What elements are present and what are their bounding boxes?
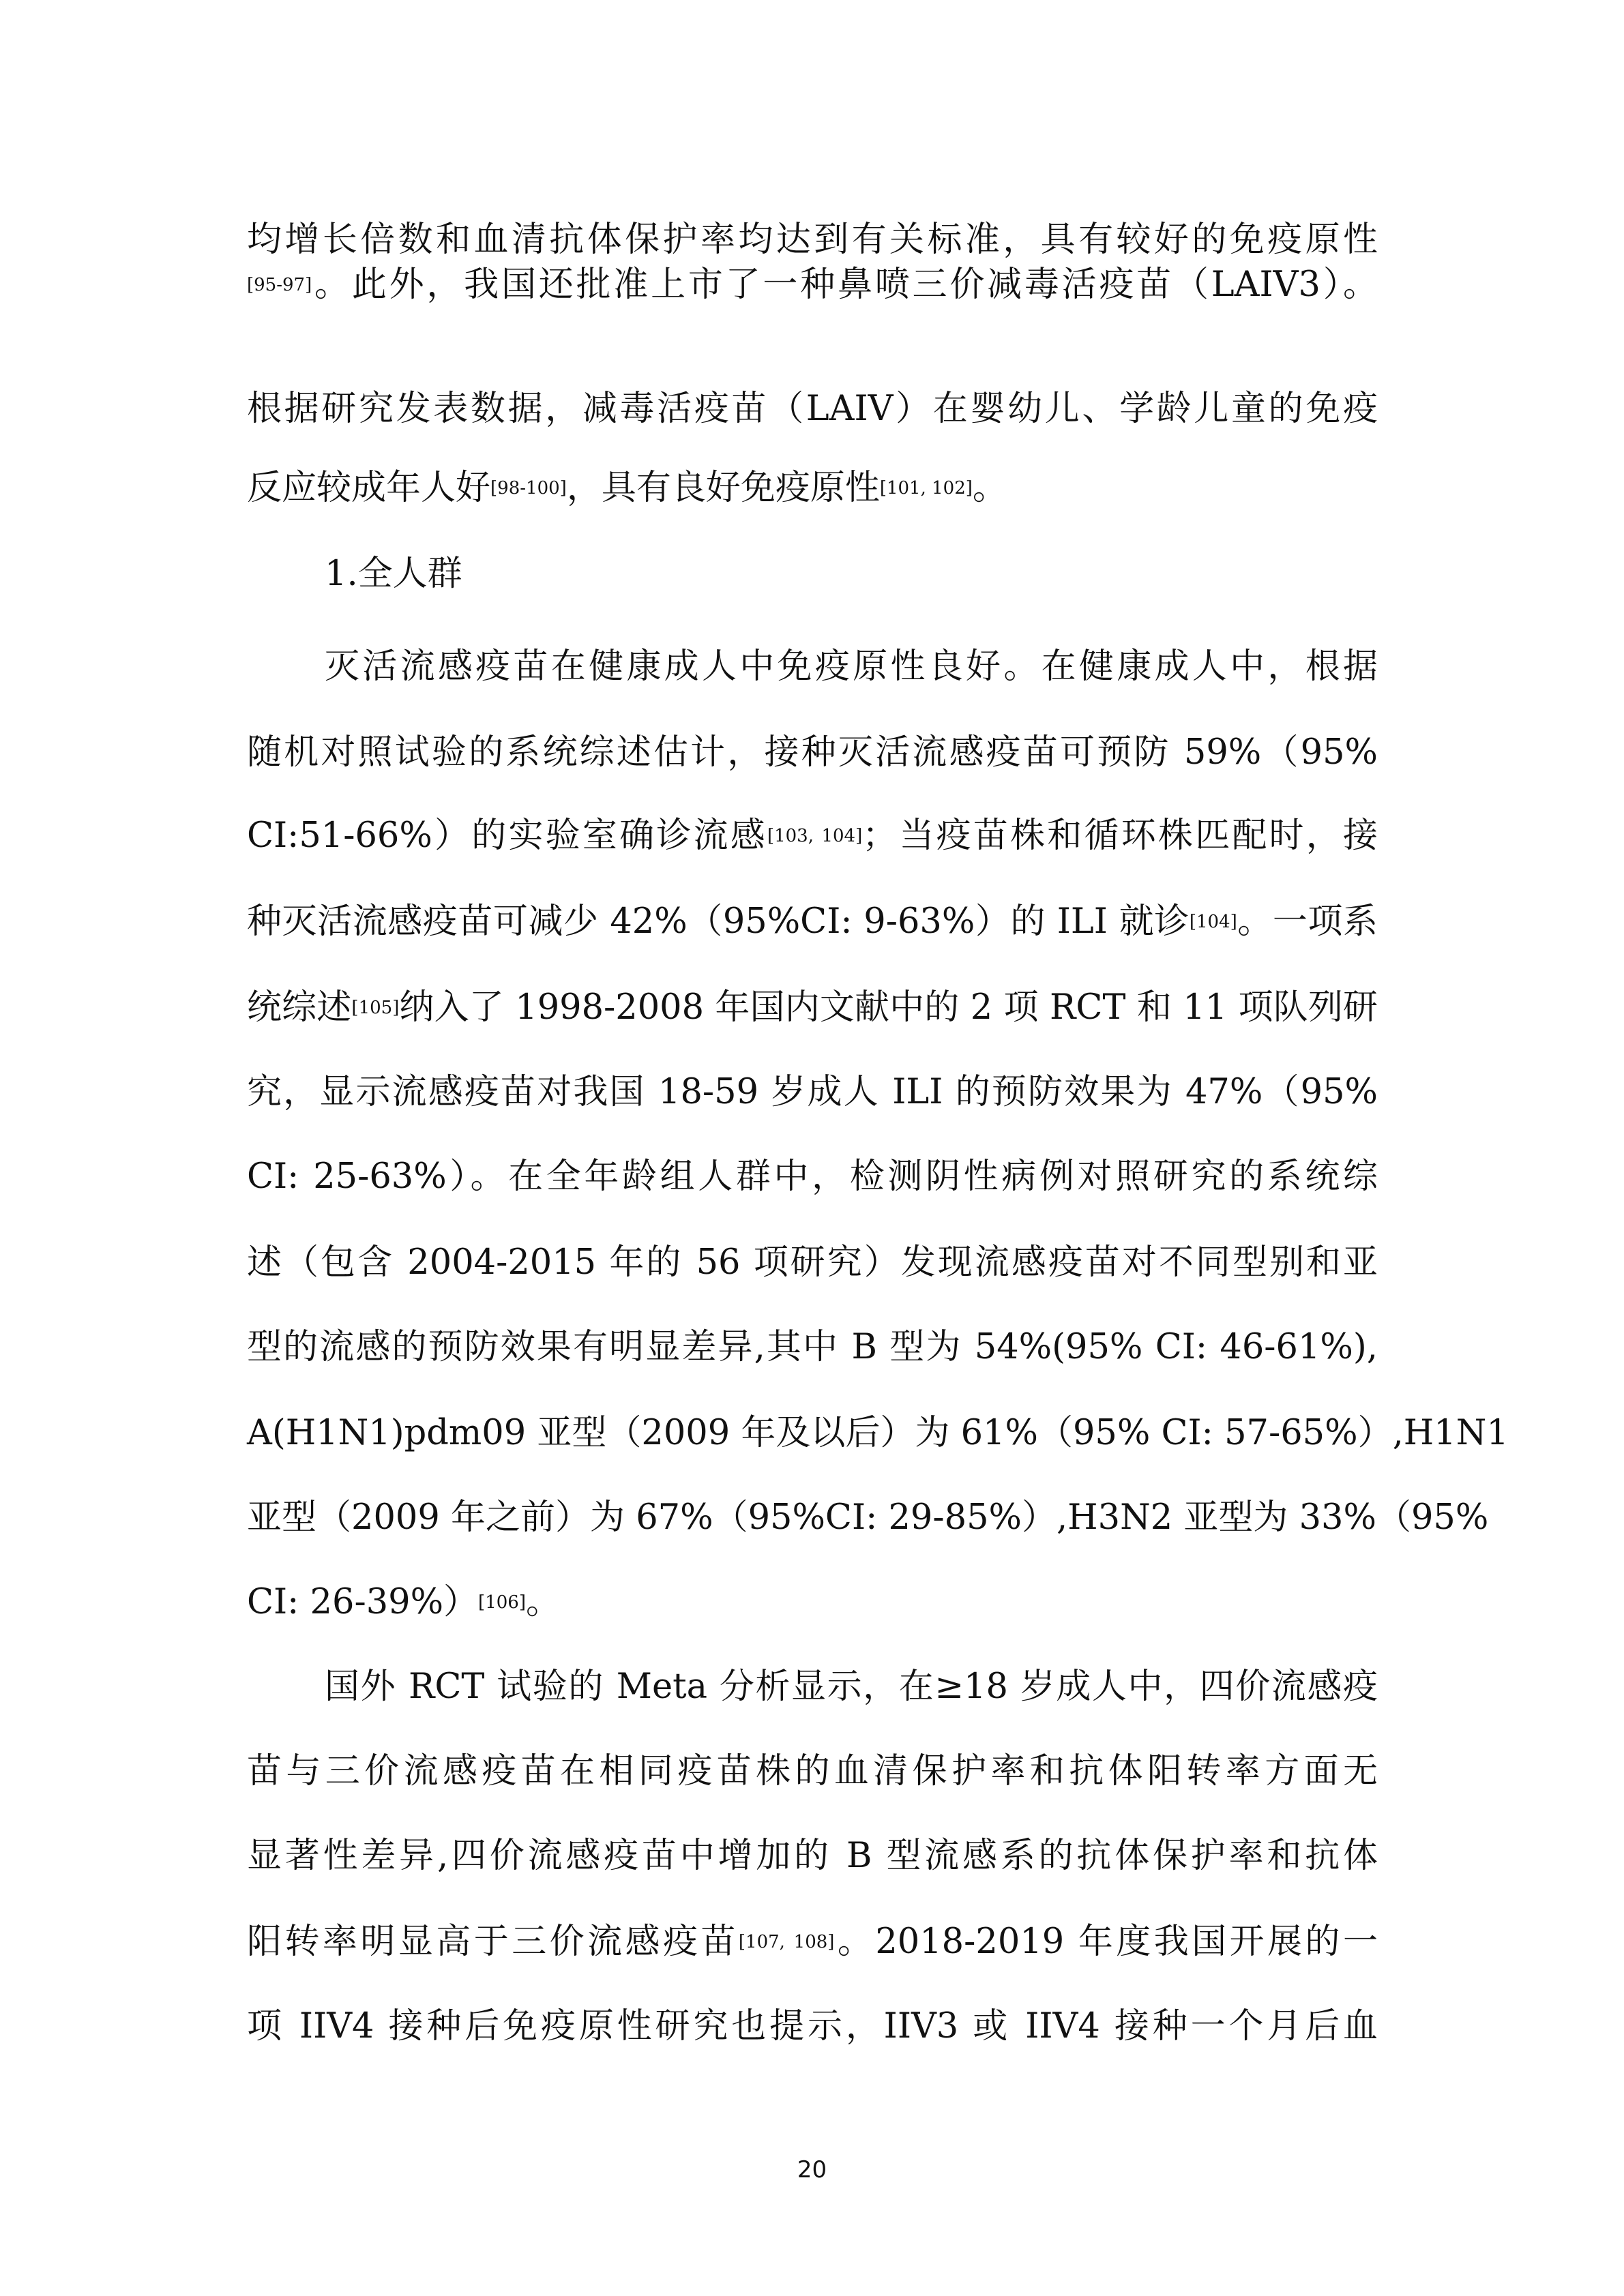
text-run: 。一项系 (1237, 901, 1378, 942)
citation: [107, 108] (738, 1932, 835, 1952)
text-run: 统综述 (247, 987, 352, 1028)
text-run: 种灭活流感疫苗可减少 42%（95%CI: 9-63%）的 ILI 就诊 (247, 901, 1190, 942)
text-run: 。此外，我国还批准上市了一种鼻喷三价减毒活疫苗（LAIV3）。 (312, 265, 1378, 305)
text-line (247, 901, 1378, 942)
section-heading (247, 554, 1378, 595)
text-line (247, 1497, 1489, 1538)
text-run: 根据研究发表数据，减毒活疫苗（LAIV）在婴幼儿、学龄儿童的免疫 (247, 389, 1378, 429)
text-line (247, 1327, 1378, 1368)
text-run: 显著性差异,四价流感疫苗中增加的 B 型流感系的抗体保护率和抗体 (247, 1836, 1378, 1876)
text-line (247, 1157, 1378, 1197)
page-number: 20 (797, 2156, 827, 2183)
citation: [105] (351, 998, 400, 1018)
text-run: 阳转率明显高于三价流感疫苗 (247, 1922, 739, 1962)
text-line (247, 265, 1378, 305)
text-line (247, 220, 1378, 260)
citation: [95-97] (247, 275, 312, 295)
text-run: A(H1N1)pdm09 亚型（2009 年及以后）为 61%（95% CI: 57-65%）,H1N1 (247, 1413, 1509, 1453)
text-line (247, 732, 1378, 773)
text-run: ，具有良好免疫原性 (566, 468, 880, 508)
citation: [104] (1189, 912, 1237, 932)
text-run: 国外 RCT 试验的 Meta 分析显示，在≥18 岁成人中，四价流感疫 (325, 1667, 1378, 1707)
heading-text: 1.全人群 (325, 554, 462, 594)
text-run: 灭活流感疫苗在健康成人中免疫原性良好。在健康成人中，根据 (325, 646, 1378, 687)
text-line (247, 1242, 1378, 1283)
text-line (247, 468, 1378, 509)
citation: [106] (478, 1592, 526, 1613)
citation: [103, 104] (767, 826, 863, 846)
citation: [101, 102] (879, 478, 973, 498)
text-run: 。 (972, 468, 1007, 508)
text-line (247, 1072, 1378, 1113)
text-run: CI: 25-63%）。在全年龄组人群中，检测阴性病例对照研究的系统综 (247, 1157, 1378, 1197)
text-line (247, 1922, 1378, 1963)
text-run: 苗与三价流感疫苗在相同疫苗株的血清保护率和抗体阳转率方面无 (247, 1751, 1378, 1791)
text-run: 述（包含 2004-2015 年的 56 项研究）发现流感疫苗对不同型别和亚 (247, 1242, 1378, 1283)
text-line (247, 1751, 1378, 1792)
text-line (247, 1582, 1378, 1623)
text-line (247, 389, 1378, 430)
text-run: 纳入了 1998-2008 年国内文献中的 2 项 RCT 和 11 项队列研 (399, 987, 1378, 1028)
text-run: 项 IIV4 接种后免疫原性研究也提示，IIV3 或 IIV4 接种一个月后血 (247, 2006, 1378, 2046)
text-line (247, 987, 1378, 1028)
text-run: CI:51-66%）的实验室确诊流感 (247, 816, 767, 856)
text-line (247, 646, 1378, 687)
text-run: 随机对照试验的系统综述估计，接种灭活流感疫苗可预防 59%（95% (247, 732, 1378, 773)
text-line (247, 1836, 1378, 1877)
text-run: 究，显示流感疫苗对我国 18-59 岁成人 ILI 的预防效果为 47%（95% (247, 1072, 1378, 1112)
text-line (247, 2006, 1378, 2047)
text-line (247, 1667, 1378, 1708)
text-run: 型的流感的预防效果有明显差异,其中 B 型为 54%(95% CI: 46-61%), (247, 1327, 1378, 1367)
text-run: 。2018-2019 年度我国开展的一 (834, 1922, 1378, 1962)
text-run: 均增长倍数和血清抗体保护率均达到有关标准，具有较好的免疫原性 (247, 220, 1378, 260)
citation: [98-100] (490, 478, 567, 498)
text-run: ；当疫苗株和循环株匹配时，接 (862, 816, 1378, 856)
text-line (247, 816, 1378, 856)
text-run: CI: 26-39%） (247, 1582, 479, 1622)
text-run: 亚型（2009 年之前）为 67%（95%CI: 29-85%）,H3N2 亚型为 33%（95% (247, 1497, 1489, 1538)
text-line (247, 1413, 1509, 1454)
text-run: 。 (525, 1582, 561, 1622)
text-run: 反应较成年人好 (247, 468, 491, 508)
